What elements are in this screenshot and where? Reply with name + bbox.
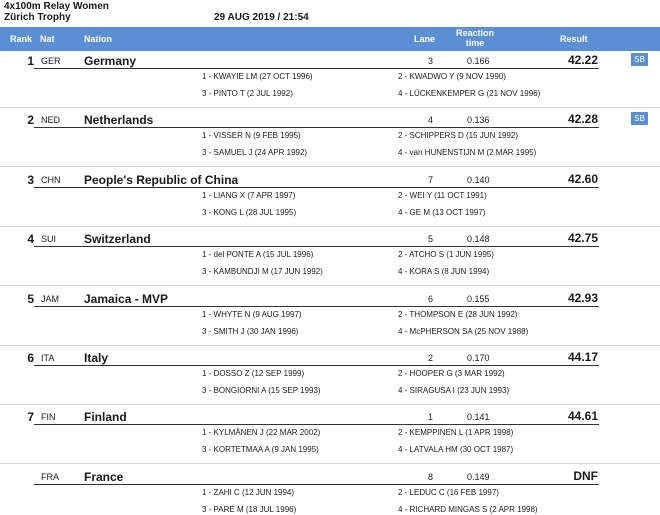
athlete-leg-1: 1 - VISSER N (9 FEB 1995)	[202, 131, 301, 140]
lane: 3	[428, 56, 434, 66]
event-datetime: 29 AUG 2019 / 21:54	[214, 12, 309, 23]
athlete-leg-1: 1 - del PONTE A (15 JUL 1996)	[202, 250, 314, 259]
reaction-time: 0.149	[467, 472, 490, 482]
team-summary-line	[0, 291, 600, 306]
team-summary-line	[0, 231, 600, 246]
nat-code: NED	[41, 115, 61, 125]
row-divider	[0, 226, 660, 227]
lane: 7	[428, 175, 434, 185]
event-title: 4x100m Relay Women	[4, 1, 109, 12]
row-underline	[34, 484, 599, 485]
athlete-leg-3: 3 - KAMBUNDJI M (17 JUN 1992)	[202, 267, 323, 276]
athlete-leg-1: 1 - DOSSO Z (12 SEP 1999)	[202, 369, 305, 378]
season-best-badge: SB	[631, 53, 648, 66]
athlete-leg-1: 1 - KYLMÄNEN J (22 MAR 2002)	[202, 428, 321, 437]
athlete-leg-2: 2 - ATCHO S (1 JUN 1995)	[398, 250, 494, 259]
lane: 5	[428, 234, 434, 244]
row-divider	[0, 463, 660, 464]
column-header-nation: Nation	[84, 34, 112, 44]
lane: 2	[428, 353, 434, 363]
rank: 5	[27, 292, 34, 306]
reaction-time: 0.170	[467, 353, 490, 363]
reaction-time: 0.141	[467, 412, 490, 422]
result-time: 42.93	[567, 291, 598, 305]
results-table-header	[0, 27, 660, 51]
team-summary-line	[0, 350, 600, 365]
nation-name: Netherlands	[84, 113, 154, 127]
nat-code: GER	[41, 56, 61, 66]
result-time: 44.17	[567, 350, 598, 364]
athlete-leg-3: 3 - SAMUEL J (24 APR 1992)	[202, 148, 308, 157]
team-row	[0, 172, 660, 231]
athlete-leg-2: 2 - WEI Y (11 OCT 1991)	[398, 191, 487, 200]
row-underline	[34, 187, 599, 188]
athlete-leg-2: 2 - THOMPSON E (28 JUN 1992)	[398, 310, 518, 319]
athlete-leg-3: 3 - PARÉ M (18 JUL 1996)	[202, 505, 297, 514]
reaction-time: 0.136	[467, 115, 490, 125]
result-time: DNF	[573, 469, 598, 483]
column-header-reaction-time: Reaction time	[455, 28, 494, 48]
meeting-name: Zürich Trophy	[4, 12, 71, 23]
athlete-leg-2: 2 - SCHIPPERS D (15 JUN 1992)	[398, 131, 519, 140]
team-summary-line	[0, 112, 600, 127]
team-summary-line	[0, 469, 600, 484]
lane: 6	[428, 294, 434, 304]
result-time: 44.61	[567, 409, 598, 423]
nation-name: Finland	[84, 410, 127, 424]
athlete-leg-4: 4 - KORA S (8 JUN 1994)	[398, 267, 490, 276]
row-underline	[34, 246, 599, 247]
rank: 6	[27, 351, 34, 365]
athlete-leg-4: 4 - LÜCKENKEMPER G (21 NOV 1996)	[398, 89, 541, 98]
nat-code: FIN	[41, 412, 56, 422]
nation-name: Germany	[84, 54, 137, 68]
nation-name: People's Republic of China	[84, 173, 239, 187]
column-header-result: Result	[560, 34, 588, 44]
row-divider	[0, 166, 660, 167]
team-summary-line	[0, 172, 600, 187]
nat-code: JAM	[41, 294, 59, 304]
lane: 8	[428, 472, 434, 482]
team-summary-line	[0, 409, 600, 424]
rank: 1	[27, 54, 34, 68]
nation-name: Switzerland	[84, 232, 151, 246]
column-header-rank: Rank	[10, 34, 33, 44]
row-divider	[0, 285, 660, 286]
athlete-leg-4: 4 - LATVALA HM (30 OCT 1987)	[398, 445, 514, 454]
athlete-leg-4: 4 - van HUNENSTIJN M (2 MAR 1995)	[398, 148, 537, 157]
athlete-leg-4: 4 - McPHERSON SA (25 NOV 1988)	[398, 327, 529, 336]
athlete-leg-3: 3 - BONGIORNI A (15 SEP 1993)	[202, 386, 321, 395]
athlete-leg-2: 2 - LEDUC C (16 FEB 1997)	[398, 488, 499, 497]
athlete-leg-3: 3 - KONG L (28 JUL 1995)	[202, 208, 297, 217]
column-header-nat: Nat	[40, 34, 55, 44]
row-divider	[0, 404, 660, 405]
row-underline	[34, 127, 599, 128]
athlete-leg-4: 4 - GE M (13 OCT 1997)	[398, 208, 486, 217]
row-divider	[0, 345, 660, 346]
athlete-leg-1: 1 - KWAYIE LM (27 OCT 1996)	[202, 72, 313, 81]
column-header-lane: Lane	[414, 34, 436, 44]
team-summary-line	[0, 53, 600, 68]
row-underline	[34, 365, 599, 366]
team-row	[0, 53, 660, 112]
athlete-leg-1: 1 - ZAHI C (12 JUN 1994)	[202, 488, 295, 497]
row-underline	[34, 68, 599, 69]
athlete-leg-2: 2 - HOOPER G (3 MAR 1992)	[398, 369, 505, 378]
row-divider	[0, 107, 660, 108]
row-underline	[34, 424, 599, 425]
team-row	[0, 409, 660, 468]
result-time: 42.60	[567, 172, 598, 186]
result-time: 42.28	[567, 112, 598, 126]
result-time: 42.75	[567, 231, 598, 245]
rank: 7	[27, 410, 34, 424]
nation-name: Italy	[84, 351, 109, 365]
nat-code: SUI	[41, 234, 57, 244]
row-underline	[34, 306, 599, 307]
nation-name: France	[84, 470, 124, 484]
team-row	[0, 350, 660, 409]
athlete-leg-3: 3 - KORTETMAA A (9 JAN 1995)	[202, 445, 319, 454]
result-time: 42.22	[567, 53, 598, 67]
lane: 1	[428, 412, 434, 422]
athlete-leg-4: 4 - SIRAGUSA I (23 JUN 1993)	[398, 386, 510, 395]
reaction-time: 0.140	[467, 175, 490, 185]
team-row	[0, 469, 660, 515]
reaction-time: 0.148	[467, 234, 490, 244]
athlete-leg-3: 3 - SMITH J (30 JAN 1996)	[202, 327, 299, 336]
athlete-leg-1: 1 - LIANG X (7 APR 1997)	[202, 191, 296, 200]
nation-name: Jamaica - MVP	[84, 292, 169, 306]
season-best-badge: SB	[631, 112, 648, 125]
rank: 2	[27, 113, 34, 127]
athlete-leg-2: 2 - KWADWO Y (9 NOV 1990)	[398, 72, 506, 81]
nat-code: FRA	[41, 472, 59, 482]
team-row	[0, 231, 660, 290]
nat-code: CHN	[41, 175, 61, 185]
rank: 3	[27, 173, 34, 187]
team-row	[0, 291, 660, 350]
nat-code: ITA	[41, 353, 55, 363]
athlete-leg-1: 1 - WHYTE N (9 AUG 1997)	[202, 310, 302, 319]
reaction-time: 0.155	[467, 294, 490, 304]
athlete-leg-4: 4 - RICHARD MINGAS S (2 APR 1998)	[398, 505, 538, 514]
athlete-leg-3: 3 - PINTO T (2 JUL 1992)	[202, 89, 293, 98]
reaction-time: 0.166	[467, 56, 490, 66]
athlete-leg-2: 2 - KEMPPINEN L (1 APR 1998)	[398, 428, 514, 437]
team-row	[0, 112, 660, 171]
rank: 4	[27, 232, 34, 246]
lane: 4	[428, 115, 434, 125]
